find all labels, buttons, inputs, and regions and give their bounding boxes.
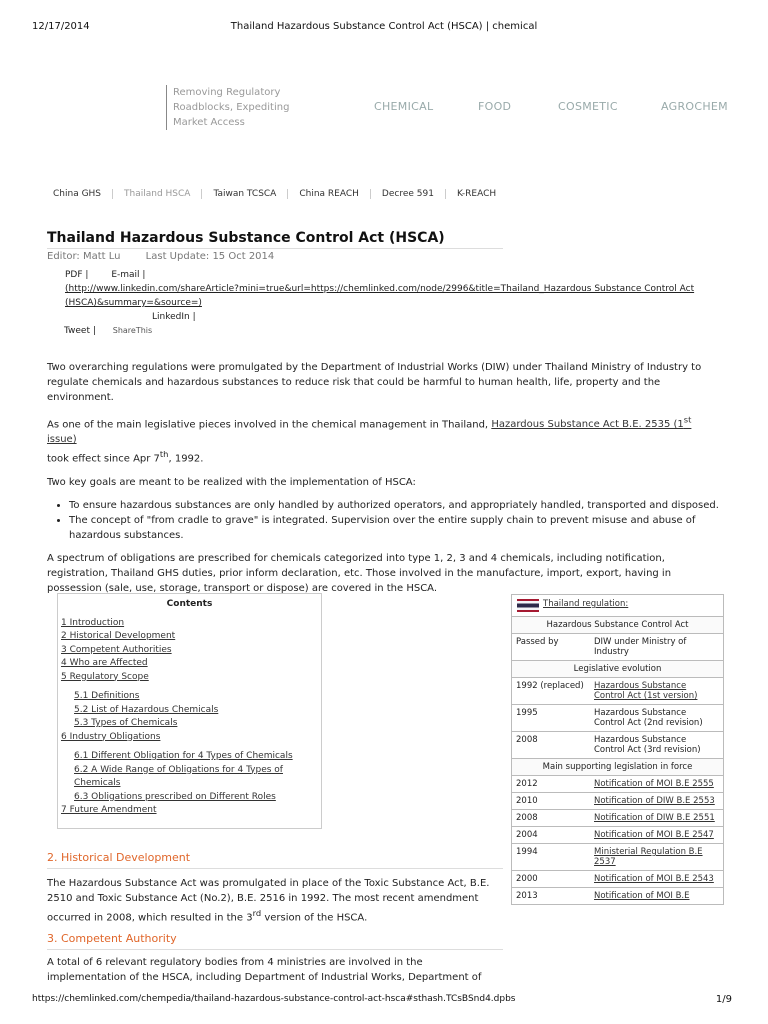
superscript: st <box>683 415 692 425</box>
toc-title: Contents <box>166 599 213 609</box>
section-3-heading: 3. Competent Authority <box>47 932 177 945</box>
section-2-heading: 2. Historical Development <box>47 851 191 864</box>
tagline-line: Market Access <box>173 117 245 128</box>
table-cell-year: 2008 <box>516 813 538 823</box>
tab-decree-591[interactable]: Decree 591 <box>371 189 446 199</box>
toc-subitem[interactable]: 6.2 A Wide Range of Obligations for 4 Types of Chemicals <box>74 764 283 788</box>
linkedin-share-url[interactable]: (http://www.linkedin.com/shareArticle?mini=true&url=https://chemlinked.com/node/2996&title=Thailand_Hazardous Substance Control Act (HSCA)&summary=&source=) <box>65 284 695 308</box>
supporting-label: Main supporting legislation in force <box>512 759 723 775</box>
legislation-link[interactable]: Notification of DIW B.E 2553 <box>594 796 715 806</box>
legislation-link[interactable]: Notification of MOI B.E 2543 <box>594 874 714 884</box>
print-date: 12/17/2014 <box>32 21 90 32</box>
print-url: https://chemlinked.com/chempedia/thailand-hazardous-substance-control-act-hsca#sthash.TCsBSnd4.dpbs <box>32 994 516 1004</box>
table-cell-text: Hazardous Substance Control Act (2nd revision) <box>594 708 703 728</box>
section-2-text <box>47 876 497 925</box>
pdf-link[interactable]: PDF <box>65 270 83 280</box>
table-cell-year: 2000 <box>516 874 538 884</box>
regulation-info-table <box>511 594 724 905</box>
superscript: th <box>159 449 169 460</box>
table-cell-year: 1992 (replaced) <box>516 681 584 691</box>
toc-item[interactable]: 4 Who are Affected <box>61 658 148 668</box>
table-cell-text: Hazardous Substance Control Act (3rd revision) <box>594 735 701 755</box>
tagline-line: Removing Regulatory <box>173 87 281 98</box>
tab-china-ghs[interactable]: China GHS <box>46 189 113 199</box>
tagline-line: Roadblocks, Expediting <box>173 102 290 113</box>
table-row <box>512 704 723 731</box>
legislation-link[interactable]: Notification of DIW B.E 2551 <box>594 813 715 823</box>
toc-subitem[interactable]: 6.3 Obligations prescribed on Different Roles <box>74 791 276 802</box>
table-row <box>512 887 723 904</box>
toc-item[interactable]: 3 Competent Authorities <box>61 644 172 655</box>
sharethis-link[interactable]: ShareThis <box>112 326 153 335</box>
table-row <box>512 616 723 633</box>
toc-item[interactable]: 1 Introduction <box>61 617 125 628</box>
table-row <box>512 731 723 758</box>
linkedin-link[interactable]: LinkedIn <box>152 312 190 322</box>
thailand-flag-icon <box>517 599 539 612</box>
table-row <box>512 809 723 826</box>
tab-thailand-hsca[interactable]: Thailand HSCA <box>113 189 202 199</box>
tab-china-reach[interactable]: China REACH <box>288 189 371 199</box>
toc-item[interactable]: 7 Future Amendment <box>61 805 157 815</box>
paragraph-text: The Hazardous Substance Act was promulgated in place of the Toxic Substance Act, B.E. 2510 and Toxic Substance Act (No.2), B.E. 2516 in 1992. The most recent amendment occurred in 2008, which resulted in the 3 <box>47 878 490 924</box>
toc-subitem[interactable]: 5.2 List of Hazardous Chemicals <box>74 704 219 715</box>
passed-by-value: DIW under Ministry of Industry <box>594 637 687 657</box>
table-row <box>512 826 723 843</box>
table-row <box>512 792 723 809</box>
editor-line <box>47 251 274 262</box>
nav-chemical[interactable]: CHEMICAL <box>374 100 434 113</box>
editor-name: Editor: Matt Lu <box>47 251 121 262</box>
passed-by-label: Passed by <box>516 637 559 647</box>
section-3-text: A total of 6 relevant regulatory bodies from 4 ministries are involved in the implementation of the HSCA, including Department of Industrial Works, Department of <box>47 957 482 983</box>
divider <box>47 949 503 950</box>
link-text: issue) <box>47 434 77 446</box>
legislation-link[interactable]: Ministerial Regulation B.E 2537 <box>594 847 703 867</box>
table-row <box>512 870 723 887</box>
page-title: Thailand Hazardous Substance Control Act (HSCA) <box>47 230 445 246</box>
hsca-1st-version-link[interactable]: Hazardous Substance Control Act (1st version) <box>594 681 698 701</box>
table-cell-year: 1995 <box>516 708 538 718</box>
toc-subitem[interactable]: 5.1 Definitions <box>74 691 140 701</box>
paragraph: Two key goals are meant to be realized with the implementation of HSCA: <box>47 476 416 488</box>
print-title: Thailand Hazardous Substance Control Act (HSCA) | chemical <box>230 21 538 32</box>
table-row <box>512 843 723 870</box>
list-item: • The concept of "from cradle to grave" is integrated. Supervision over the entire supply chain to prevent misuse and abuse of hazardous substances. <box>69 513 719 543</box>
last-update: Last Update: 15 Oct 2014 <box>145 251 275 262</box>
divider <box>47 868 503 869</box>
act-name: Hazardous Substance Control Act <box>512 617 723 633</box>
paragraph <box>47 413 719 467</box>
list-item: • To ensure hazardous substances are only handled by authorized operators, and appropriately handled, transported and disposed. <box>69 498 719 513</box>
print-page-number: 1/9 <box>715 994 732 1005</box>
superscript: rd <box>252 908 262 918</box>
toc-subitem[interactable]: 5.3 Types of Chemicals <box>74 718 178 728</box>
email-link[interactable]: E-mail <box>111 270 140 280</box>
article-intro <box>47 360 719 604</box>
link-text: Hazardous Substance Act B.E. 2535 (1 <box>491 419 684 431</box>
thailand-regulation-link[interactable]: Thailand regulation: <box>543 599 629 609</box>
table-row <box>512 633 723 660</box>
paragraph: A spectrum of obligations are prescribed for chemicals categorized into type 1, 2, 3 and 4 chemicals, including notification, registration, Thailand GHS duties, prior inform declaration, etc. Those involved in the manufacture, import, export, having in possession (sale, use, storage, transport or dispose) are covered in the HSCA. <box>47 552 672 594</box>
paragraph-text: , 1992. <box>168 453 204 465</box>
table-header-row <box>512 595 723 616</box>
table-cell-year: 2008 <box>516 735 538 745</box>
nav-agrochem[interactable]: AGROCHEM <box>661 100 728 113</box>
site-tagline <box>166 85 323 130</box>
toc-subitem[interactable]: 6.1 Different Obligation for 4 Types of Chemicals <box>74 751 293 761</box>
table-cell-year: 2010 <box>516 796 538 806</box>
legislation-link[interactable]: Notification of MOI B.E 2547 <box>594 830 714 840</box>
table-cell-year: 2004 <box>516 830 538 840</box>
tab-k-reach[interactable]: K-REACH <box>456 189 497 199</box>
divider <box>47 248 503 249</box>
table-cell-year: 1994 <box>516 847 538 857</box>
nav-cosmetic[interactable]: COSMETIC <box>558 100 618 113</box>
table-row <box>512 660 723 677</box>
paragraph-text: version of the HSCA. <box>261 912 368 924</box>
paragraph-text: As one of the main legislative pieces involved in the chemical management in Thailand, <box>47 419 489 431</box>
toc-item[interactable]: 5 Regulatory Scope <box>61 671 149 682</box>
evolution-label: Legislative evolution <box>512 661 723 677</box>
share-bar: PDF | E-mail | (http://www.linkedin.com/shareArticle?mini=true&url=https://chemlinked.com/node/2996&title=Thailand_Hazardous Substance Control Act (HSCA)&summary=&source=) LinkedIn | Tweet | ShareThis <box>64 270 695 336</box>
paragraph: Two overarching regulations were promulgated by the Department of Industrial Works (DIW) under Thailand Ministry of Industry to regulate chemicals and hazardous substances to reduce risk that could be harmful to human health, life, property and the environment. <box>47 362 702 403</box>
table-cell-year: 2012 <box>516 779 538 789</box>
tab-taiwan-tcsca[interactable]: Taiwan TCSCA <box>202 189 288 199</box>
tweet-link[interactable]: Tweet <box>64 326 90 336</box>
table-row <box>512 677 723 704</box>
table-row <box>512 758 723 775</box>
toc-item[interactable]: 2 Historical Development <box>61 631 176 641</box>
legislation-link[interactable]: Notification of MOI B.E <box>594 891 690 901</box>
legislation-link[interactable]: Notification of MOI B.E 2555 <box>594 779 714 789</box>
nav-food[interactable]: FOOD <box>478 100 512 113</box>
table-cell-year: 2013 <box>516 891 538 901</box>
table-of-contents <box>57 593 322 829</box>
regulation-tabs <box>46 189 507 199</box>
toc-item[interactable]: 6 Industry Obligations <box>61 731 161 742</box>
goals-list <box>47 498 719 543</box>
table-row <box>512 775 723 792</box>
paragraph-text: took effect since Apr 7 <box>47 453 160 465</box>
